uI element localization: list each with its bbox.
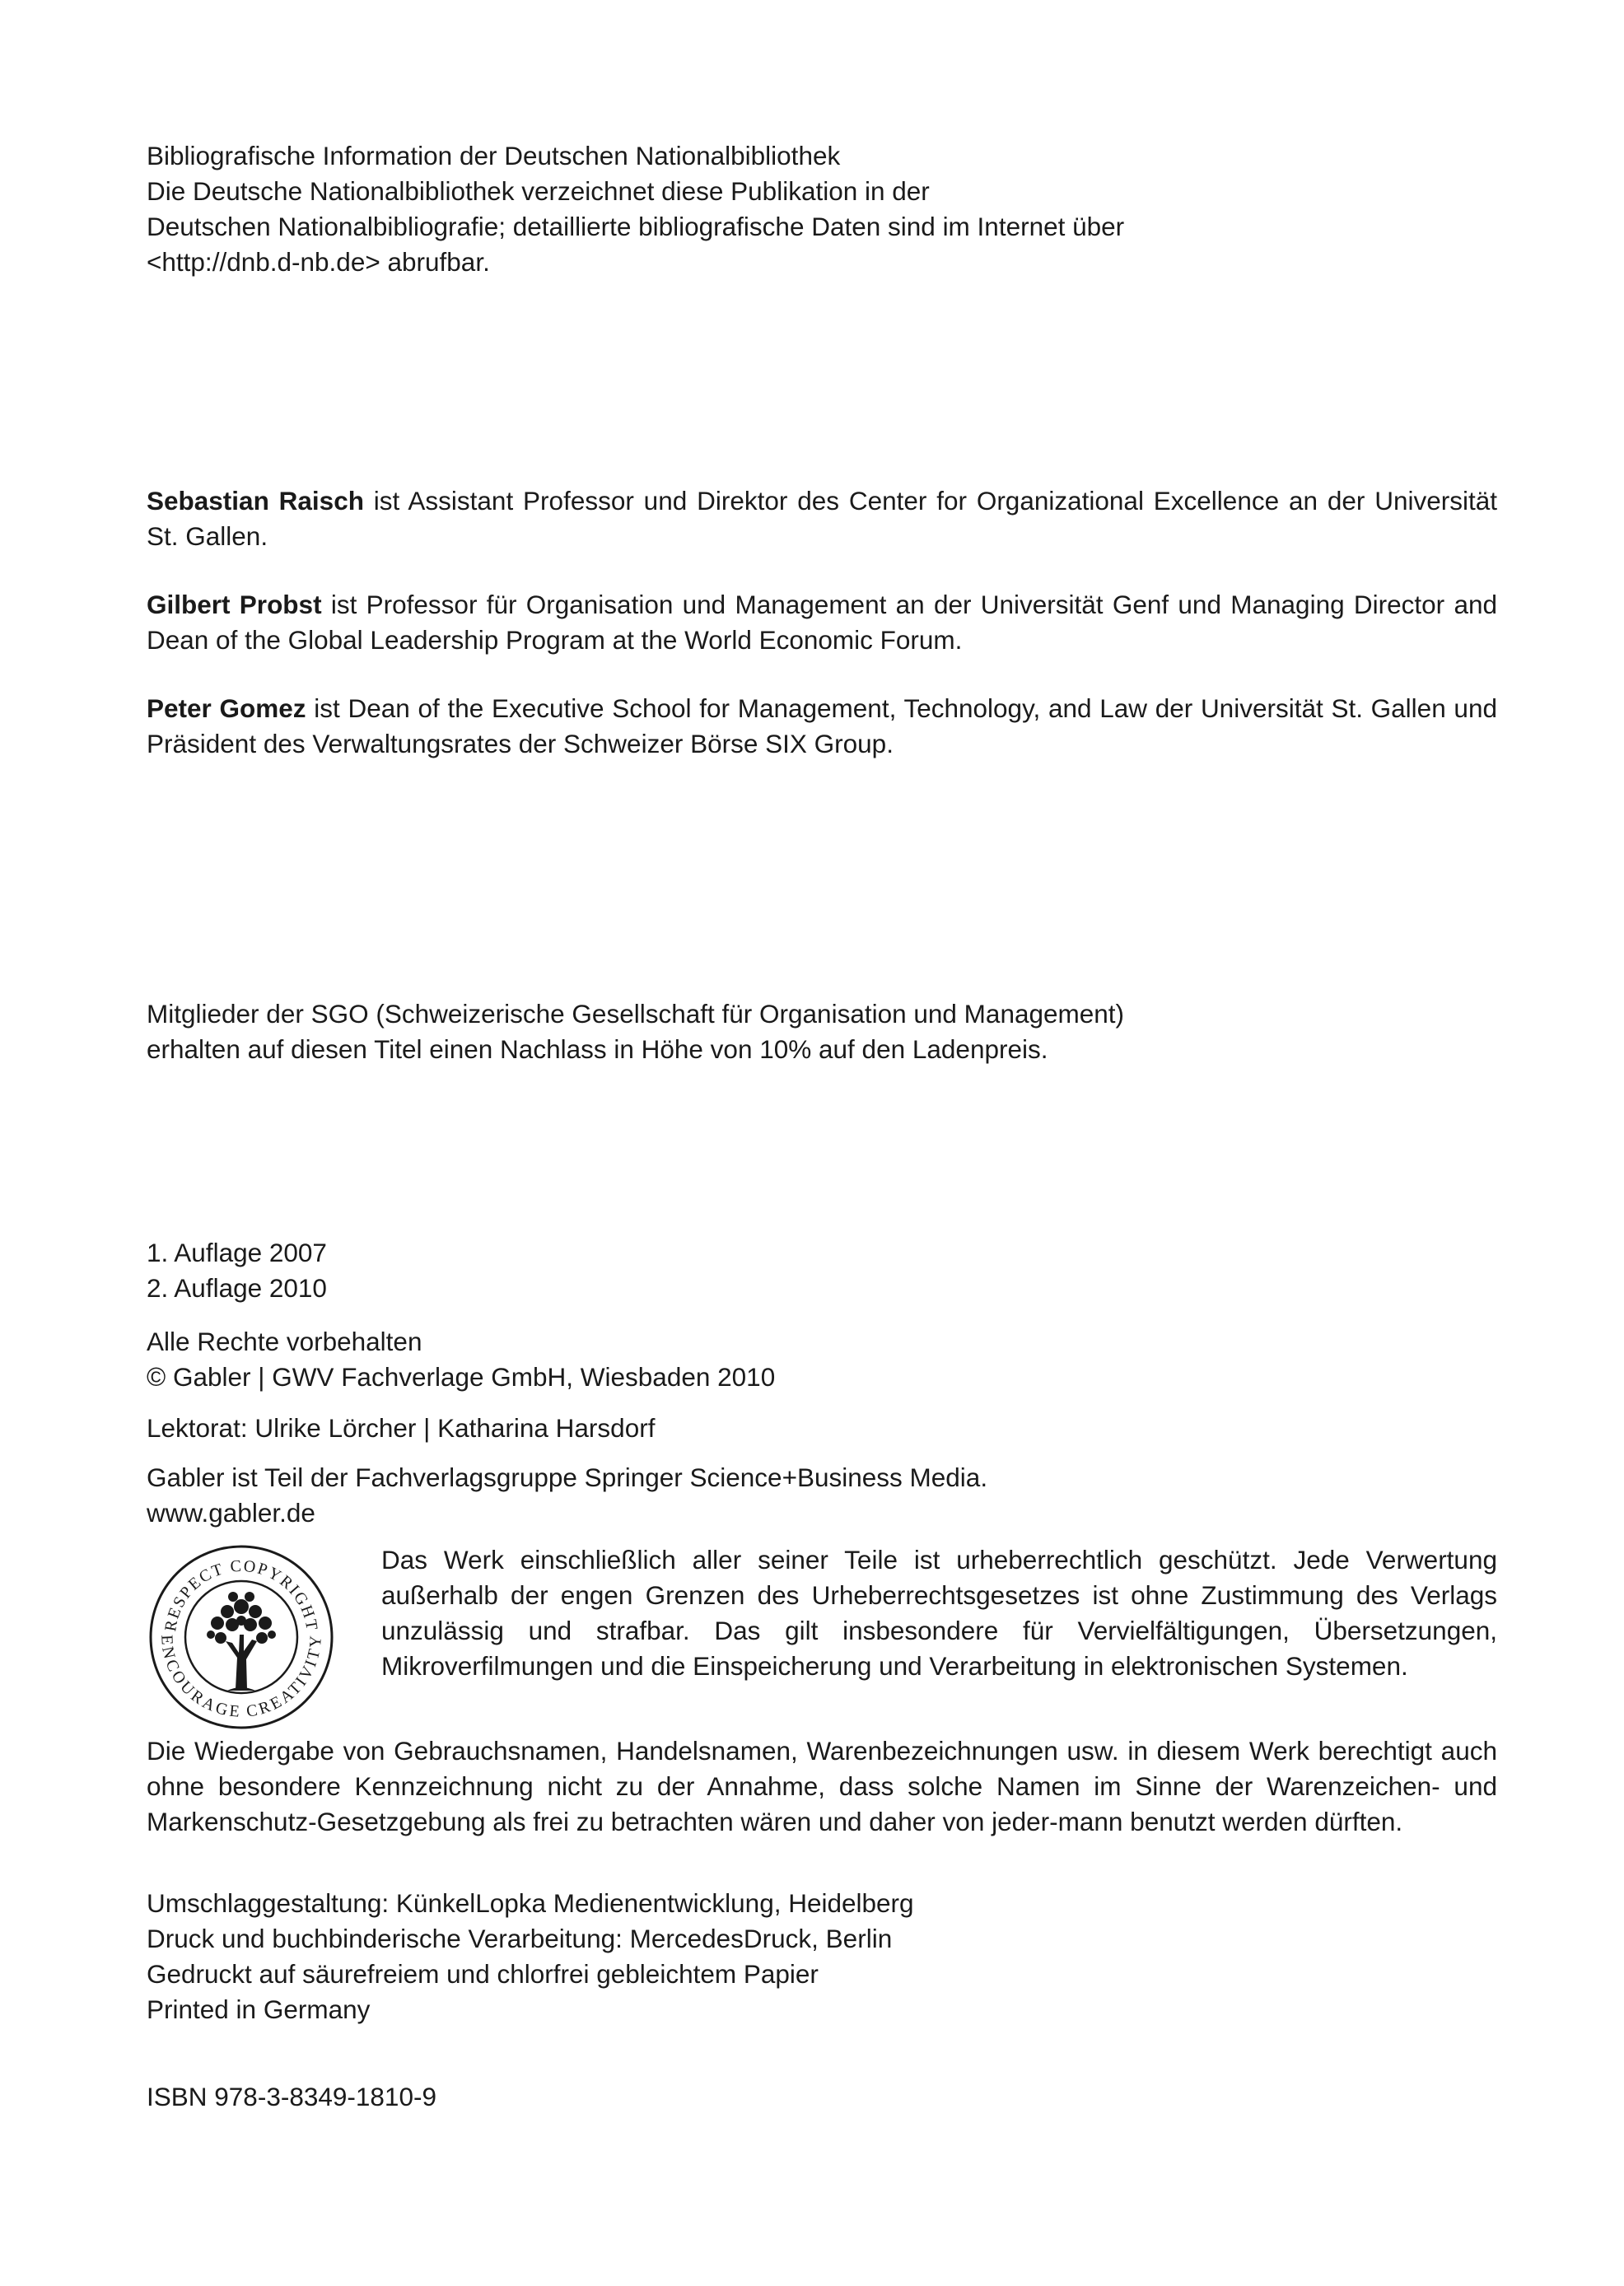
author-bio-text: ist Professor für Organisation und Management an der Universität Genf und Managing Director and Dean of the Global Leadership Program at the World Economic Forum. bbox=[147, 590, 1497, 655]
production-line: Printed in Germany bbox=[147, 1994, 371, 2024]
author-name: Peter Gomez bbox=[147, 693, 306, 723]
rights-line: Alle Rechte vorbehalten bbox=[147, 1327, 422, 1356]
isbn bbox=[147, 2079, 1497, 2115]
respect-copyright-logo bbox=[147, 1542, 336, 1732]
author-name: Sebastian Raisch bbox=[147, 486, 364, 516]
author-bios bbox=[147, 483, 1497, 795]
sgo-line: erhalten auf diesen Titel einen Nachlass in Höhe von 10% auf den Ladenpreis. bbox=[147, 1034, 1048, 1064]
lektorat-text: Lektorat: Ulrike Lörcher | Katharina Harsdorf bbox=[147, 1413, 656, 1443]
rights-line: © Gabler | GWV Fachverlage GmbH, Wiesbaden 2010 bbox=[147, 1362, 776, 1392]
copyright-notice: Das Werk einschließlich aller seiner Teile ist urheberrechtlich geschützt. Jede Verwertung außerhalb der engen Grenzen des Urheberrechtsgesetzes ist ohne Zustimmung des Verlags unzulässig und strafbar. Das gilt insbesondere für Vervielfältigungen, Übersetzungen, Mikroverfilmungen und die Einspeicherung und Verarbeitung in elektronischen Systemen. bbox=[381, 1545, 1497, 1681]
edition-item: 1. Auflage 2007 bbox=[147, 1238, 327, 1267]
bib-line: Deutschen Nationalbibliografie; detaillierte bibliografische Daten sind im Internet über bbox=[147, 212, 1125, 241]
author-bio-text: ist Assistant Professor und Direktor des Center for Organizational Excellence an der Universität St. Gallen. bbox=[147, 486, 1498, 551]
edition-list bbox=[147, 1235, 1497, 1306]
trademark-text: Die Wiedergabe von Gebrauchsnamen, Handelsnamen, Warenbezeichnungen usw. in diesem Werk berechtigt auch ohne besondere Kennzeichnung nicht zu der Annahme, dass solche Namen im Sinne der Warenzeichen- und Markenschutz-Gesetzgebung als frei zu betrachten wären und daher von jeder-mann benutzt werden dürften. bbox=[147, 1736, 1497, 1836]
bib-line: Bibliografische Information der Deutschen Nationalbibliothek bbox=[147, 141, 841, 170]
lektorat bbox=[147, 1411, 1497, 1446]
publisher-line: Gabler ist Teil der Fachverlagsgruppe Springer Science+Business Media. bbox=[147, 1463, 988, 1492]
production-line: Gedruckt auf säurefreiem und chlorfrei gebleichtem Papier bbox=[147, 1959, 819, 1989]
production-info bbox=[147, 1886, 1497, 2027]
publisher-info bbox=[147, 1460, 1497, 1531]
edition-item: 2. Auflage 2010 bbox=[147, 1273, 327, 1303]
bib-line: <http://dnb.d-nb.de> abrufbar. bbox=[147, 247, 490, 277]
sgo-line: Mitglieder der SGO (Schweizerische Gesellschaft für Organisation und Management) bbox=[147, 999, 1125, 1029]
logo-top-text: RESPECT COPYRIGHT bbox=[161, 1556, 321, 1633]
production-line: Druck und buchbinderische Verarbeitung: MercedesDruck, Berlin bbox=[147, 1924, 893, 1953]
author-bio-raisch bbox=[147, 483, 1497, 554]
rights-notice bbox=[147, 1324, 1497, 1395]
author-name: Gilbert Probst bbox=[147, 590, 322, 619]
author-bio-gomez bbox=[147, 691, 1497, 762]
production-line: Umschlaggestaltung: KünkelLopka Medienentwicklung, Heidelberg bbox=[147, 1888, 914, 1918]
publisher-url: www.gabler.de bbox=[147, 1498, 315, 1528]
isbn-text: ISBN 978-3-8349-1810-9 bbox=[147, 2082, 436, 2111]
sgo-discount-note bbox=[147, 996, 1497, 1067]
copyright-section bbox=[147, 1542, 1497, 1721]
trademark-notice bbox=[147, 1733, 1497, 1840]
author-bio-probst bbox=[147, 587, 1497, 658]
tree-seal-icon bbox=[147, 1542, 336, 1732]
bib-line: Die Deutsche Nationalbibliothek verzeichnet diese Publikation in der bbox=[147, 176, 930, 206]
bibliographic-info bbox=[147, 138, 1497, 280]
author-bio-text: ist Dean of the Executive School for Management, Technology, and Law der Universität St. Gallen und Präsident des Verwaltungsrates der Schweizer Börse SIX Group. bbox=[147, 693, 1497, 758]
logo-bottom-text: ENCOURAGE CREATIVITY bbox=[157, 1634, 325, 1721]
tree-icon bbox=[207, 1592, 276, 1691]
